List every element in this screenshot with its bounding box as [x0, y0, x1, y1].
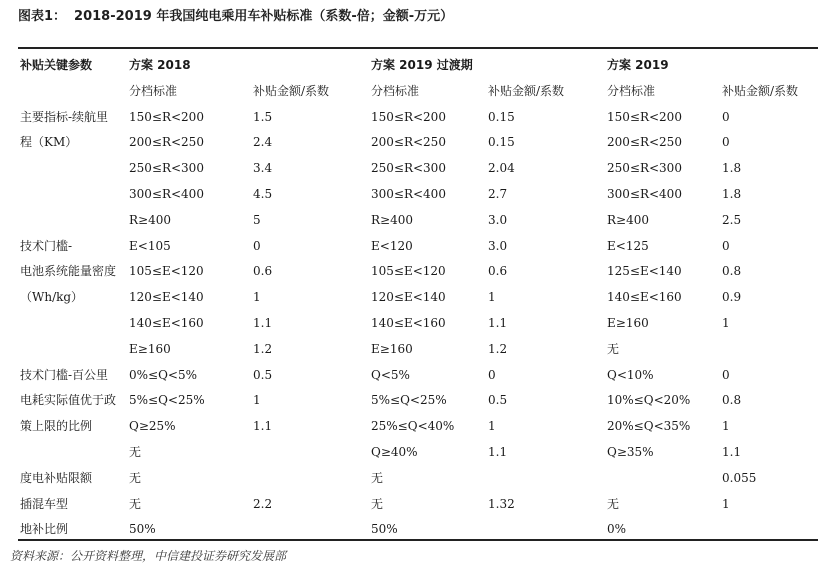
table-cell: 2.4: [253, 135, 273, 149]
table-cell: 无: [371, 471, 384, 485]
table-cell: 0.5: [253, 368, 273, 382]
table-cell: 0.15: [488, 135, 515, 149]
source-note: 资料来源：公开资料整理，中信建投证券研究发展部: [10, 549, 287, 563]
param-range-line2: 程（KM）: [20, 135, 78, 149]
table-cell: 300≤R<400: [371, 187, 446, 201]
param-consumption-line1: 技术门槛-百公里: [20, 368, 109, 382]
table-cell: 140≤E<160: [607, 290, 682, 304]
table-cell: 140≤E<160: [371, 316, 446, 330]
header-scheme-2019-transition: 方案 2019 过渡期: [371, 58, 473, 72]
table-cell: 1: [488, 290, 496, 304]
table-cell: 0%≤Q<5%: [129, 368, 198, 382]
table-cell: 无: [371, 497, 384, 511]
param-phev: 插混车型: [20, 497, 69, 511]
subheader-amount-2019: 补贴金额/系数: [722, 84, 799, 98]
table-cell: 无: [607, 497, 620, 511]
table-cell: 1.1: [253, 316, 273, 330]
table-cell: 1.2: [488, 342, 508, 356]
table-cell: 0.9: [722, 290, 742, 304]
table-cell: E≥160: [129, 342, 171, 356]
table-cell: 1.1: [488, 316, 508, 330]
table-cell: 1.2: [253, 342, 273, 356]
table-cell: 5: [253, 213, 261, 227]
table-cell: R≥400: [607, 213, 649, 227]
figure-title: [18, 5, 453, 24]
table-cell: 120≤E<140: [129, 290, 204, 304]
table-cell: 25%≤Q<40%: [371, 419, 455, 433]
table-cell: 125≤E<140: [607, 264, 682, 278]
param-local-ratio: 地补比例: [20, 522, 69, 536]
param-density-line1: 技术门槛-: [20, 239, 73, 253]
table-cell: 105≤E<120: [371, 264, 446, 278]
table-cell: 5%≤Q<25%: [371, 393, 447, 407]
table-cell: 3.4: [253, 161, 273, 175]
subheader-amount-2019t: 补贴金额/系数: [488, 84, 565, 98]
table-cell: 0.8: [722, 264, 742, 278]
table-cell: 300≤R<400: [607, 187, 682, 201]
table-cell: 200≤R<250: [129, 135, 204, 149]
param-degree-cap: 度电补贴限额: [20, 471, 93, 485]
table-cell: 1: [722, 316, 730, 330]
table-cell: 无: [129, 445, 142, 459]
table-cell: 1: [253, 290, 261, 304]
subheader-tier-2019: 分档标准: [607, 84, 656, 98]
table-cell: 250≤R<300: [129, 161, 204, 175]
table-cell: 0%: [607, 522, 627, 536]
table-cell: 无: [129, 497, 142, 511]
table-cell: 0: [488, 368, 496, 382]
table-cell: Q<10%: [607, 368, 654, 382]
table-cell: 3.0: [488, 213, 508, 227]
table-cell: 1.1: [488, 445, 508, 459]
figure-title-text: 2018-2019 年我国纯电乘用车补贴标准（系数-倍；金额-万元）: [74, 9, 454, 24]
table-cell: R≥400: [129, 213, 171, 227]
table-cell: 1: [253, 393, 261, 407]
table-cell: 120≤E<140: [371, 290, 446, 304]
table-cell: 20%≤Q<35%: [607, 419, 691, 433]
table-cell: 2.7: [488, 187, 508, 201]
table-cell: 无: [607, 342, 620, 356]
table-cell: 0: [722, 239, 730, 253]
table-cell: 0.8: [722, 393, 742, 407]
table-cell: 1: [722, 419, 730, 433]
table-cell: 50%: [371, 522, 398, 536]
table-cell: 1.32: [488, 497, 515, 511]
table-cell: E<125: [607, 239, 649, 253]
table-cell: 200≤R<250: [371, 135, 446, 149]
table-cell: 150≤R<200: [129, 110, 204, 124]
table-cell: 0.15: [488, 110, 515, 124]
table-cell: 50%: [129, 522, 156, 536]
table-cell: 1.1: [253, 419, 273, 433]
subheader-amount-2018: 补贴金额/系数: [253, 84, 330, 98]
table-cell: 1.8: [722, 187, 742, 201]
table-cell: E<120: [371, 239, 413, 253]
table-cell: 0.6: [488, 264, 508, 278]
table-cell: 10%≤Q<20%: [607, 393, 691, 407]
param-consumption-line2: 电耗实际值优于政: [20, 393, 117, 407]
header-param: 补贴关键参数: [20, 58, 93, 72]
subheader-tier-2019t: 分档标准: [371, 84, 420, 98]
table-cell: 0.5: [488, 393, 508, 407]
table-cell: 140≤E<160: [129, 316, 204, 330]
table-cell: 1: [488, 419, 496, 433]
figure-label: 图表1：: [18, 9, 67, 24]
table-cell: 0.055: [722, 471, 757, 485]
table-cell: 105≤E<120: [129, 264, 204, 278]
table-cell: 150≤R<200: [607, 110, 682, 124]
subheader-tier-2018: 分档标准: [129, 84, 178, 98]
table-cell: 0: [722, 368, 730, 382]
table-cell: 150≤R<200: [371, 110, 446, 124]
table-cell: 0.6: [253, 264, 273, 278]
table-cell: 2.2: [253, 497, 273, 511]
table-cell: E<105: [129, 239, 171, 253]
table-cell: Q≥35%: [607, 445, 654, 459]
header-scheme-2019: 方案 2019: [607, 58, 669, 72]
table-cell: E≥160: [371, 342, 413, 356]
table-cell: 无: [129, 471, 142, 485]
param-density-line2: 电池系统能量密度: [20, 264, 117, 278]
table-cell: R≥400: [371, 213, 413, 227]
table-cell: 0: [722, 135, 730, 149]
table-cell: 0: [722, 110, 730, 124]
table-top-rule: [18, 47, 818, 49]
table-cell: Q≥25%: [129, 419, 176, 433]
table-cell: Q≥40%: [371, 445, 418, 459]
param-consumption-line3: 策上限的比例: [20, 419, 93, 433]
table-cell: 250≤R<300: [371, 161, 446, 175]
param-range-line1: 主要指标-续航里: [20, 110, 109, 124]
table-cell: 200≤R<250: [607, 135, 682, 149]
table-cell: 2.5: [722, 213, 742, 227]
table-bottom-rule: [18, 539, 818, 541]
table-cell: 250≤R<300: [607, 161, 682, 175]
table-cell: E≥160: [607, 316, 649, 330]
table-cell: 1.5: [253, 110, 273, 124]
table-cell: 1: [722, 497, 730, 511]
table-cell: 0: [253, 239, 261, 253]
table-cell: 5%≤Q<25%: [129, 393, 205, 407]
header-scheme-2018: 方案 2018: [129, 58, 191, 72]
table-cell: 4.5: [253, 187, 273, 201]
table-cell: Q<5%: [371, 368, 410, 382]
table-cell: 300≤R<400: [129, 187, 204, 201]
table-cell: 3.0: [488, 239, 508, 253]
table-cell: 1.1: [722, 445, 742, 459]
param-density-line3: （Wh/kg）: [20, 290, 84, 304]
table-cell: 2.04: [488, 161, 515, 175]
table-cell: 1.8: [722, 161, 742, 175]
